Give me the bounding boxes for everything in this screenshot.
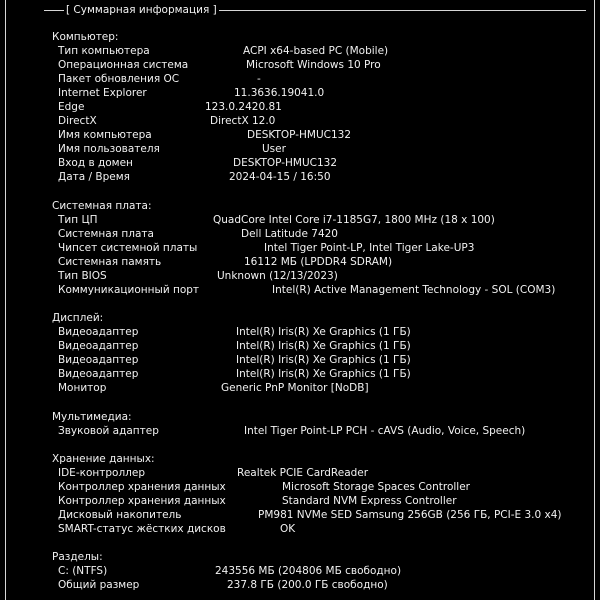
summary-title: [ Суммарная информация ] (66, 4, 217, 16)
summary-header (44, 2, 586, 18)
header-rule-right (219, 10, 586, 11)
header-rule-left (44, 10, 64, 11)
